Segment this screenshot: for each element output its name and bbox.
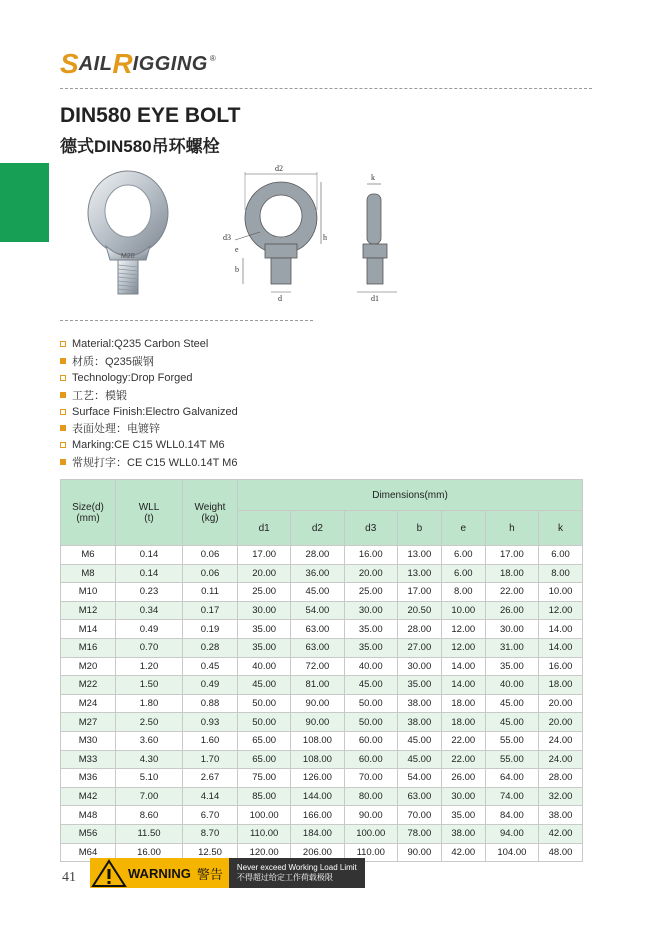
table-cell: 126.00 (291, 769, 344, 788)
header-d1: d1 (238, 511, 291, 546)
table-cell: 7.00 (116, 787, 183, 806)
table-cell: 54.00 (291, 601, 344, 620)
table-cell: 8.60 (116, 806, 183, 825)
table-cell: 55.00 (485, 750, 538, 769)
table-cell: 81.00 (291, 676, 344, 695)
table-row (61, 601, 583, 620)
table-cell: M12 (61, 601, 116, 620)
table-cell: 110.00 (238, 824, 291, 843)
table-cell: 18.00 (485, 564, 538, 583)
page-subtitle: 德式DIN580吊环螺栓 (60, 137, 220, 156)
table-cell: 0.45 (183, 657, 238, 676)
table-cell: 60.00 (344, 750, 397, 769)
table-cell: 4.14 (183, 787, 238, 806)
logo-letter-r: R (112, 48, 133, 79)
bullet-icon (60, 425, 66, 431)
table-cell: 11.50 (116, 824, 183, 843)
table-cell: 0.19 (183, 620, 238, 639)
spec-text: 材质：Q235碳钢 (72, 356, 154, 369)
warning-message-en: Never exceed Working Load Limit (236, 863, 357, 872)
table-cell: 16.00 (539, 657, 583, 676)
table-cell: 20.00 (539, 694, 583, 713)
table-cell: 40.00 (344, 657, 397, 676)
table-cell: 26.00 (485, 601, 538, 620)
header-d2: d2 (291, 511, 344, 546)
table-cell: 24.00 (539, 750, 583, 769)
table-cell: M64 (61, 843, 116, 862)
table-cell: 8.70 (183, 824, 238, 843)
table-cell: 14.00 (441, 676, 485, 695)
label-e: e (235, 245, 239, 254)
table-cell: 60.00 (344, 731, 397, 750)
table-cell: 0.34 (116, 601, 183, 620)
table-cell: 84.00 (485, 806, 538, 825)
table-cell: 94.00 (485, 824, 538, 843)
table-cell: 0.49 (183, 676, 238, 695)
header-weight: Weight (kg) (183, 480, 238, 546)
table-cell: 0.23 (116, 583, 183, 602)
table-cell: 16.00 (116, 843, 183, 862)
section-tab (0, 163, 49, 242)
table-cell: 13.00 (397, 564, 441, 583)
table-cell: 18.00 (441, 694, 485, 713)
header-k: k (539, 511, 583, 546)
table-cell: 14.00 (441, 657, 485, 676)
bullet-icon (60, 459, 66, 465)
table-cell: 0.11 (183, 583, 238, 602)
table-row (61, 824, 583, 843)
bullet-icon (60, 409, 66, 415)
table-cell: 63.00 (291, 638, 344, 657)
spec-item (60, 386, 238, 403)
table-row (61, 713, 583, 732)
table-row (61, 806, 583, 825)
table-cell: 38.00 (397, 713, 441, 732)
table-cell: 0.06 (183, 564, 238, 583)
label-d: d (278, 294, 282, 303)
table-cell: 27.00 (397, 638, 441, 657)
table-cell: 12.50 (183, 843, 238, 862)
table-cell: M36 (61, 769, 116, 788)
table-cell: M8 (61, 564, 116, 583)
table-cell: 74.00 (485, 787, 538, 806)
table-cell: 28.00 (539, 769, 583, 788)
table-cell: M10 (61, 583, 116, 602)
table-cell: 14.00 (539, 620, 583, 639)
header-d3: d3 (344, 511, 397, 546)
table-cell: 110.00 (344, 843, 397, 862)
table-cell: 100.00 (344, 824, 397, 843)
table-cell: 35.00 (238, 638, 291, 657)
table-cell: 120.00 (238, 843, 291, 862)
spec-text: Marking:CE C15 WLL0.14T M6 (72, 439, 225, 452)
table-cell: 0.28 (183, 638, 238, 657)
table-cell: 10.00 (539, 583, 583, 602)
table-cell: 30.00 (344, 601, 397, 620)
table-cell: 45.00 (485, 694, 538, 713)
table-cell: 28.00 (291, 546, 344, 565)
bullet-icon (60, 442, 66, 448)
photo-marking: M20 (121, 253, 135, 260)
page-number: 41 (62, 870, 76, 885)
spec-item (60, 437, 238, 454)
warning-message (229, 858, 365, 888)
table-row (61, 731, 583, 750)
table-cell: 90.00 (291, 713, 344, 732)
table-cell: 35.00 (344, 638, 397, 657)
table-cell: 90.00 (344, 806, 397, 825)
table-cell: 1.80 (116, 694, 183, 713)
table-cell: 80.00 (344, 787, 397, 806)
header-divider (60, 88, 592, 89)
table-cell: 184.00 (291, 824, 344, 843)
table-cell: M48 (61, 806, 116, 825)
table-cell: 14.00 (539, 638, 583, 657)
table-cell: 90.00 (291, 694, 344, 713)
table-cell: M20 (61, 657, 116, 676)
table-cell: 6.00 (441, 564, 485, 583)
logo-text-ail: AIL (78, 52, 113, 75)
table-cell: 17.00 (238, 546, 291, 565)
table-cell: 0.93 (183, 713, 238, 732)
table-cell: 16.00 (344, 546, 397, 565)
table-cell: 20.50 (397, 601, 441, 620)
table-cell: 38.00 (397, 694, 441, 713)
warning-icon (90, 858, 128, 888)
label-d2: d2 (275, 164, 283, 173)
table-cell: 20.00 (238, 564, 291, 583)
table-cell: 17.00 (485, 546, 538, 565)
table-cell: 45.00 (397, 731, 441, 750)
table-cell: 26.00 (441, 769, 485, 788)
table-cell: 30.00 (397, 657, 441, 676)
spec-item (60, 420, 238, 437)
spec-text: Material:Q235 Carbon Steel (72, 338, 209, 351)
table-cell: 8.00 (441, 583, 485, 602)
label-k: k (371, 173, 375, 182)
table-cell: 30.00 (238, 601, 291, 620)
table-cell: 32.00 (539, 787, 583, 806)
table-cell: 22.00 (441, 750, 485, 769)
table-row (61, 564, 583, 583)
table-cell: 0.06 (183, 546, 238, 565)
table-cell: 78.00 (397, 824, 441, 843)
table-cell: 4.30 (116, 750, 183, 769)
table-cell: 63.00 (397, 787, 441, 806)
table-cell: 0.88 (183, 694, 238, 713)
table-cell: 45.00 (397, 750, 441, 769)
table-cell: 144.00 (291, 787, 344, 806)
table-row (61, 657, 583, 676)
spec-item (60, 336, 238, 353)
table-cell: 64.00 (485, 769, 538, 788)
table-cell: 25.00 (238, 583, 291, 602)
header-dimensions: Dimensions(mm) (238, 480, 583, 511)
table-cell: 13.00 (397, 546, 441, 565)
spec-text: Surface Finish:Electro Galvanized (72, 405, 238, 418)
warning-label: WARNING (128, 858, 195, 888)
table-cell: 45.00 (485, 713, 538, 732)
table-cell: 36.00 (291, 564, 344, 583)
table-cell: 104.00 (485, 843, 538, 862)
table-cell: 5.10 (116, 769, 183, 788)
table-cell: 38.00 (539, 806, 583, 825)
spec-item (60, 403, 238, 420)
table-cell: 12.00 (441, 638, 485, 657)
bullet-icon (60, 358, 66, 364)
header-b: b (397, 511, 441, 546)
table-cell: 45.00 (344, 676, 397, 695)
table-row (61, 546, 583, 565)
page-title: DIN580 EYE BOLT (60, 104, 241, 127)
label-b: b (235, 265, 239, 274)
table-cell: 18.00 (441, 713, 485, 732)
table-cell: 85.00 (238, 787, 291, 806)
table-cell: 48.00 (539, 843, 583, 862)
header-e: e (441, 511, 485, 546)
table-cell: 55.00 (485, 731, 538, 750)
table-cell: 50.00 (238, 713, 291, 732)
table-cell: M16 (61, 638, 116, 657)
table-cell: 30.00 (441, 787, 485, 806)
table-cell: 2.50 (116, 713, 183, 732)
header-size: Size(d) (mm) (61, 480, 116, 546)
table-cell: 35.00 (238, 620, 291, 639)
table-cell: 63.00 (291, 620, 344, 639)
warning-message-zh: 不得超过给定工作荷载极限 (236, 873, 333, 882)
table-cell: 22.00 (441, 731, 485, 750)
spec-list (60, 336, 238, 470)
table-cell: M30 (61, 731, 116, 750)
warning-banner (90, 858, 365, 888)
bullet-icon (60, 375, 66, 381)
table-cell: 40.00 (238, 657, 291, 676)
table-cell: 12.00 (539, 601, 583, 620)
table-cell: M42 (61, 787, 116, 806)
table-cell: 25.00 (344, 583, 397, 602)
table-cell: 45.00 (291, 583, 344, 602)
warning-label-zh: 警告 (195, 858, 229, 888)
table-cell: 22.00 (485, 583, 538, 602)
logo-letter-s: S (60, 48, 79, 79)
logo-text-igging: IGGING (132, 52, 208, 75)
table-cell: 20.00 (539, 713, 583, 732)
header-wll: WLL (t) (116, 480, 183, 546)
table-row (61, 787, 583, 806)
registered-mark: ® (209, 53, 216, 63)
table-cell: 40.00 (485, 676, 538, 695)
table-cell: 31.00 (485, 638, 538, 657)
table-cell: 0.49 (116, 620, 183, 639)
table-cell: 35.00 (485, 657, 538, 676)
table-row (61, 750, 583, 769)
table-cell: 1.50 (116, 676, 183, 695)
table-cell: 108.00 (291, 731, 344, 750)
table-cell: M56 (61, 824, 116, 843)
spec-item (60, 353, 238, 370)
table-cell: 30.00 (485, 620, 538, 639)
brand-logo (60, 48, 216, 80)
table-cell: 90.00 (397, 843, 441, 862)
table-cell: 0.14 (116, 564, 183, 583)
dimension-drawing (205, 160, 425, 310)
table-cell: 70.00 (397, 806, 441, 825)
table-cell: 6.00 (441, 546, 485, 565)
table-cell: 1.60 (183, 731, 238, 750)
bullet-icon (60, 341, 66, 347)
dimension-table (60, 479, 583, 862)
table-cell: 18.00 (539, 676, 583, 695)
table-cell: 20.00 (344, 564, 397, 583)
table-cell: 108.00 (291, 750, 344, 769)
table-cell: 35.00 (397, 676, 441, 695)
table-cell: M33 (61, 750, 116, 769)
table-row (61, 583, 583, 602)
table-cell: 65.00 (238, 731, 291, 750)
table-cell: 166.00 (291, 806, 344, 825)
table-cell: 1.20 (116, 657, 183, 676)
table-cell: 12.00 (441, 620, 485, 639)
table-cell: 72.00 (291, 657, 344, 676)
table-cell: 0.14 (116, 546, 183, 565)
section-divider (60, 320, 313, 321)
spec-text: Technology:Drop Forged (72, 371, 193, 384)
table-cell: 0.70 (116, 638, 183, 657)
table-cell: 35.00 (441, 806, 485, 825)
table-cell: 100.00 (238, 806, 291, 825)
table-row (61, 620, 583, 639)
table-cell: 10.00 (441, 601, 485, 620)
table-cell: 1.70 (183, 750, 238, 769)
table-cell: 75.00 (238, 769, 291, 788)
spec-text: 常规打字：CE C15 WLL0.14T M6 (72, 456, 238, 469)
table-cell: 17.00 (397, 583, 441, 602)
table-cell: 3.60 (116, 731, 183, 750)
spec-text: 表面处理：电镀锌 (72, 423, 160, 436)
table-cell: M14 (61, 620, 116, 639)
table-cell: 28.00 (397, 620, 441, 639)
table-row (61, 694, 583, 713)
eye-bolt-photo (78, 168, 188, 298)
table-cell: 0.17 (183, 601, 238, 620)
table-cell: 8.00 (539, 564, 583, 583)
table-row (61, 769, 583, 788)
table-cell: 6.70 (183, 806, 238, 825)
label-d1: d1 (371, 294, 379, 303)
table-cell: 50.00 (344, 713, 397, 732)
bullet-icon (60, 392, 66, 398)
table-row (61, 638, 583, 657)
table-cell: 38.00 (441, 824, 485, 843)
header-h: h (485, 511, 538, 546)
table-cell: 42.00 (539, 824, 583, 843)
table-cell: 70.00 (344, 769, 397, 788)
table-cell: M6 (61, 546, 116, 565)
table-cell: 42.00 (441, 843, 485, 862)
table-cell: 206.00 (291, 843, 344, 862)
spec-item (60, 370, 238, 387)
table-cell: 24.00 (539, 731, 583, 750)
label-h: h (323, 233, 327, 242)
table-cell: 2.67 (183, 769, 238, 788)
label-d3: d3 (223, 233, 231, 242)
table-row (61, 676, 583, 695)
table-cell: 6.00 (539, 546, 583, 565)
table-cell: M22 (61, 676, 116, 695)
table-cell: 35.00 (344, 620, 397, 639)
table-cell: 50.00 (344, 694, 397, 713)
table-cell: M24 (61, 694, 116, 713)
spec-item (60, 454, 238, 471)
table-cell: 65.00 (238, 750, 291, 769)
spec-text: 工艺：模锻 (72, 389, 127, 402)
table-cell: M27 (61, 713, 116, 732)
table-cell: 54.00 (397, 769, 441, 788)
table-cell: 50.00 (238, 694, 291, 713)
table-cell: 45.00 (238, 676, 291, 695)
